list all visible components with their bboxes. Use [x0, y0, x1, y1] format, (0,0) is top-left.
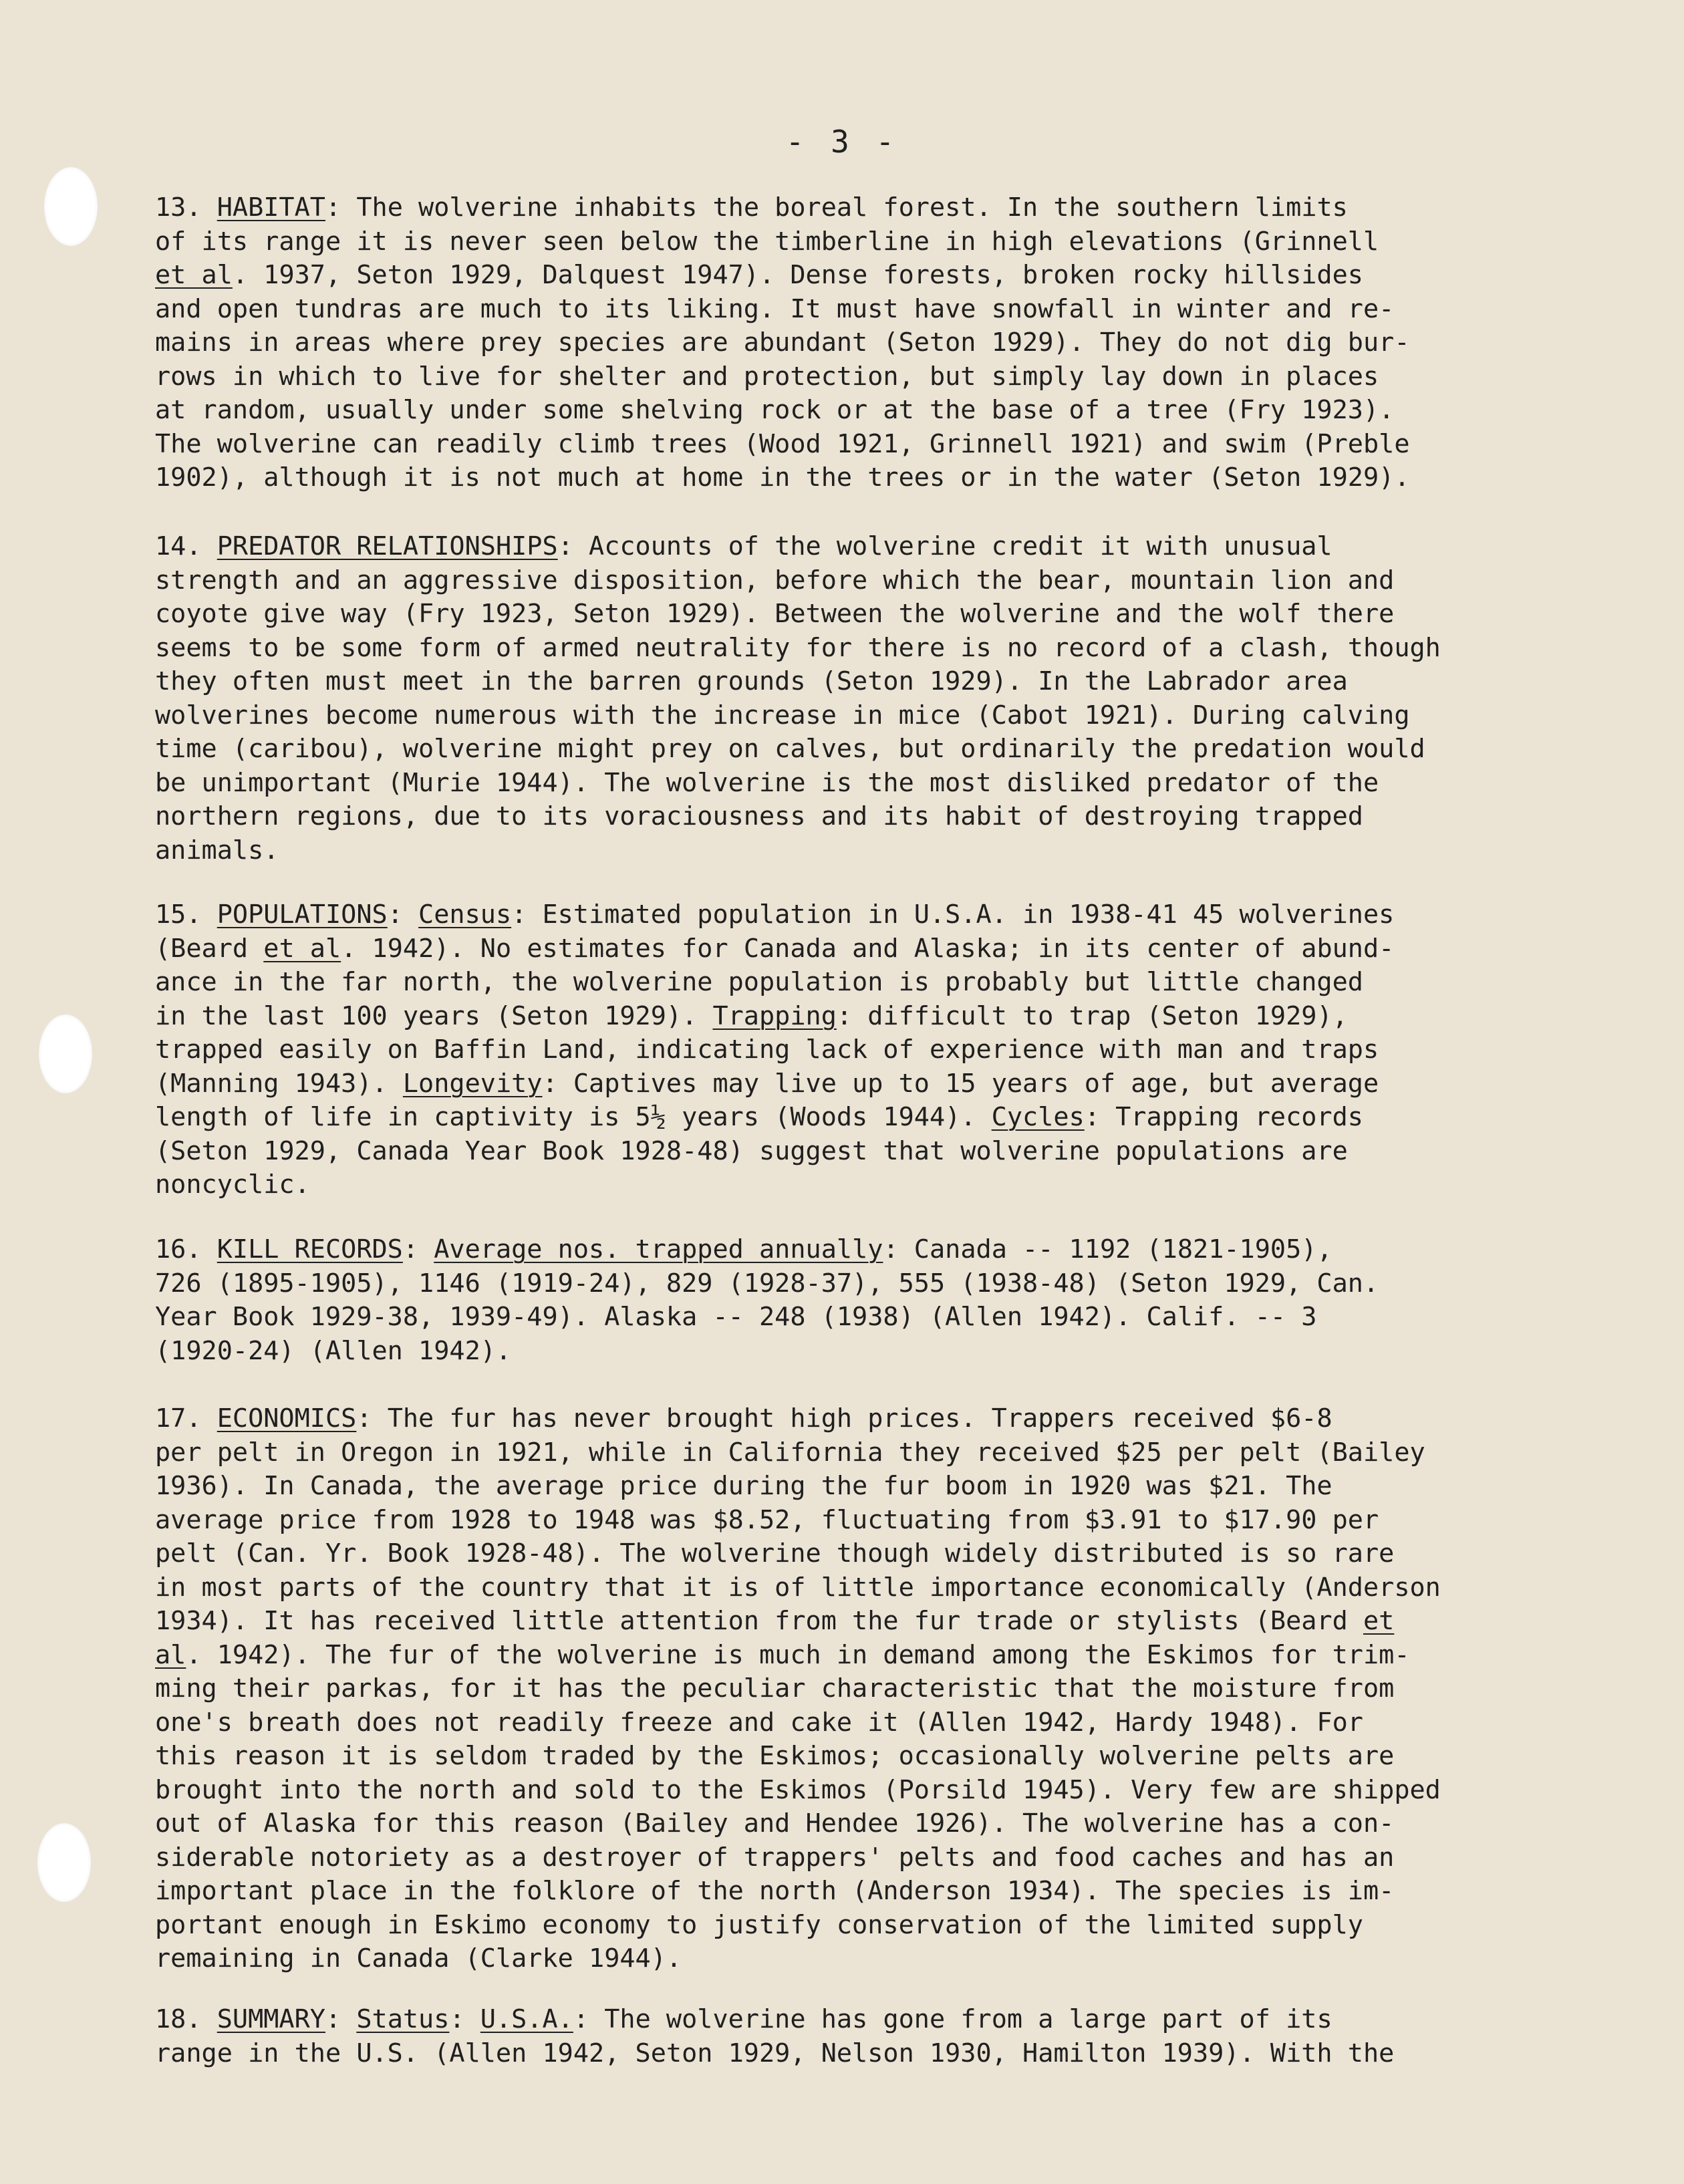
- text-line: [155, 1033, 1612, 1067]
- text-line: [155, 1909, 1612, 1943]
- text-run: 16.: [155, 1234, 217, 1264]
- underlined-text: ECONOMICS: [217, 1403, 357, 1434]
- punch-hole-bottom: [37, 1823, 91, 1902]
- text-line: [155, 360, 1612, 394]
- section-kill-records: [155, 1233, 1612, 1368]
- text-run: : Estimated population in U.S.A. in 1938-41 45 wolverines: [511, 900, 1395, 930]
- text-line: [155, 259, 1612, 293]
- text-line: [155, 767, 1612, 801]
- text-run: 1934). It has received little attention from the fur trade or stylists (Beard: [155, 1606, 1363, 1636]
- text-line: [155, 1605, 1612, 1639]
- text-line: [155, 632, 1612, 666]
- text-line: [155, 461, 1612, 495]
- underlined-text: POPULATIONS: [217, 900, 388, 930]
- text-run: :: [402, 1234, 434, 1264]
- text-run: . 1942). No estimates for Canada and Alaska; in its center of abund-: [341, 933, 1395, 964]
- section-economics: [155, 1402, 1612, 1976]
- text-line: [155, 966, 1612, 1000]
- text-run: The wolverine can readily climb trees (Wood 1921, Grinnell 1921) and swim (Preble: [155, 428, 1410, 459]
- text-line: [155, 1301, 1612, 1335]
- text-run: at random, usually under some shelving rock or at the base of a tree (Fry 1923).: [155, 395, 1395, 425]
- text-run: coyote give way (Fry 1923, Seton 1929). Between the wolverine and the wolf there: [155, 599, 1395, 629]
- text-run: ming their parkas, for it has the peculiar characteristic that the moisture from: [155, 1673, 1395, 1703]
- underlined-text: Average nos. trapped annually: [434, 1234, 883, 1264]
- text-line: [155, 1233, 1612, 1267]
- text-line: [155, 2003, 1612, 2037]
- text-run: one's breath does not readily freeze and cake it (Allen 1942, Hardy 1948). For: [155, 1707, 1363, 1738]
- text-run: ance in the far north, the wolverine population is probably but little changed: [155, 967, 1363, 997]
- text-line: [155, 1470, 1612, 1504]
- text-run: 18.: [155, 2004, 217, 2034]
- text-line: [155, 898, 1612, 932]
- text-run: and open tundras are much to its liking. It must have snowfall in winter and re-: [155, 293, 1395, 324]
- text-line: [155, 1101, 1612, 1135]
- text-run: 14.: [155, 531, 217, 561]
- text-run: wolverines become numerous with the increase in mice (Cabot 1921). During calving: [155, 700, 1410, 730]
- underlined-text: Trapping: [712, 1000, 837, 1031]
- text-line: [155, 293, 1612, 327]
- page-number: - 3 -: [785, 124, 899, 160]
- text-run: : Canada -- 1192 (1821-1905),: [883, 1234, 1332, 1264]
- text-run: Year Book 1929-38, 1939-49). Alaska -- 248 (1938) (Allen 1942). Calif. -- 3: [155, 1302, 1317, 1332]
- punch-hole-top: [44, 167, 98, 246]
- text-line: [155, 1807, 1612, 1841]
- section-predator-relationships: [155, 530, 1612, 867]
- text-run: siderable notoriety as a destroyer of trappers' pelts and food caches and has an: [155, 1842, 1395, 1873]
- text-line: [155, 530, 1612, 564]
- text-line: [155, 1335, 1612, 1369]
- text-line: [155, 1504, 1612, 1538]
- text-run: trapped easily on Baffin Land, indicating lack of experience with man and traps: [155, 1035, 1379, 1065]
- text-run: : The fur has never brought high prices. Trappers received $6-8: [356, 1403, 1332, 1434]
- text-line: [155, 1537, 1612, 1571]
- text-line: [155, 1000, 1612, 1034]
- text-run: remaining in Canada (Clarke 1944).: [155, 1943, 682, 1973]
- text-run: out of Alaska for this reason (Bailey and Hendee 1926). The wolverine has a con-: [155, 1808, 1395, 1838]
- text-line: [155, 932, 1612, 966]
- text-line: [155, 1402, 1612, 1436]
- text-run: in the last 100 years (Seton 1929).: [155, 1000, 713, 1031]
- text-line: [155, 1267, 1612, 1301]
- text-line: [155, 665, 1612, 699]
- underlined-text: Census: [418, 900, 512, 930]
- text-run: 13.: [155, 192, 217, 223]
- text-run: important place in the folklore of the north (Anderson 1934). The species is im-: [155, 1876, 1395, 1906]
- text-run: noncyclic.: [155, 1170, 310, 1200]
- text-run: strength and an aggressive disposition, before which the bear, mountain lion and: [155, 565, 1395, 595]
- text-run: pelt (Can. Yr. Book 1928-48). The wolverine though widely distributed is so rare: [155, 1538, 1395, 1568]
- text-line: [155, 1571, 1612, 1605]
- text-line: [155, 428, 1612, 462]
- text-run: in most parts of the country that it is of little importance economically (Anderson: [155, 1572, 1441, 1603]
- text-run: 1936). In Canada, the average price during the fur boom in 1920 was $21. The: [155, 1471, 1332, 1501]
- text-run: 17.: [155, 1403, 217, 1434]
- text-line: [155, 1168, 1612, 1202]
- text-run: this reason it is seldom traded by the Eskimos; occasionally wolverine pelts are: [155, 1741, 1395, 1771]
- text-run: range in the U.S. (Allen 1942, Seton 1929, Nelson 1930, Hamilton 1939). With the: [155, 2038, 1395, 2068]
- text-line: [155, 834, 1612, 868]
- text-line: [155, 225, 1612, 259]
- text-line: [155, 564, 1612, 598]
- text-line: [155, 732, 1612, 767]
- underlined-text: U.S.A.: [480, 2004, 573, 2034]
- text-line: [155, 2037, 1612, 2071]
- text-line: [155, 1774, 1612, 1808]
- text-line: [155, 1067, 1612, 1101]
- text-run: : Trapping records: [1084, 1102, 1363, 1132]
- section-populations: [155, 898, 1612, 1202]
- text-run: (1920-24) (Allen 1942).: [155, 1335, 512, 1366]
- underlined-text: et: [1363, 1606, 1395, 1636]
- section-habitat: [155, 191, 1612, 495]
- text-run: northern regions, due to its voraciousness and its habit of destroying trapped: [155, 801, 1363, 831]
- underlined-text: Cycles: [991, 1102, 1085, 1132]
- text-run: : Captives may live up to 15 years of age, but average: [542, 1068, 1379, 1099]
- underlined-text: PREDATOR RELATIONSHIPS: [217, 531, 558, 561]
- text-line: [155, 699, 1612, 733]
- text-run: 1902), although it is not much at home in the trees or in the water (Seton 1929).: [155, 462, 1410, 493]
- text-line: [155, 191, 1612, 225]
- text-run: they often must meet in the barren grounds (Seton 1929). In the Labrador area: [155, 666, 1348, 696]
- text-run: : difficult to trap (Seton 1929),: [836, 1000, 1348, 1031]
- underlined-text: et al: [263, 933, 341, 964]
- text-run: of its range it is never seen below the timberline in high elevations (Grinnell: [155, 226, 1379, 257]
- text-run: mains in areas where prey species are abundant (Seton 1929). They do not dig bur-: [155, 327, 1410, 358]
- text-run: portant enough in Eskimo economy to justify conservation of the limited supply: [155, 1909, 1363, 1940]
- text-run: : The wolverine has gone from a large part of its: [573, 2004, 1332, 2034]
- text-line: [155, 394, 1612, 428]
- text-line: [155, 1942, 1612, 1976]
- text-line: [155, 800, 1612, 834]
- text-run: brought into the north and sold to the Eskimos (Porsild 1945). Very few are shipped: [155, 1774, 1441, 1805]
- text-run: 15.: [155, 900, 217, 930]
- text-run: length of life in captivity is 5½ years (Woods 1944).: [155, 1102, 992, 1132]
- underlined-text: al: [155, 1639, 186, 1670]
- underlined-text: KILL RECORDS: [217, 1234, 403, 1264]
- section-summary: [155, 2003, 1612, 2070]
- text-run: :: [449, 2004, 480, 2034]
- text-run: . 1942). The fur of the wolverine is much in demand among the Eskimos for trim-: [186, 1639, 1410, 1670]
- text-line: [155, 1672, 1612, 1706]
- text-run: (Beard: [155, 933, 264, 964]
- text-run: seems to be some form of armed neutrality for there is no record of a clash, though: [155, 632, 1441, 663]
- underlined-text: HABITAT: [217, 192, 325, 223]
- text-line: [155, 1436, 1612, 1470]
- text-line: [155, 1875, 1612, 1909]
- text-run: animals.: [155, 835, 279, 865]
- text-line: [155, 1841, 1612, 1875]
- text-run: 726 (1895-1905), 1146 (1919-24), 829 (1928-37), 555 (1938-48) (Seton 1929, Can.: [155, 1268, 1379, 1299]
- text-run: (Manning 1943).: [155, 1068, 403, 1099]
- underlined-text: Longevity: [402, 1068, 543, 1099]
- text-line: [155, 1639, 1612, 1673]
- text-line: [155, 326, 1612, 360]
- underlined-text: Status: [356, 2004, 450, 2034]
- text-run: per pelt in Oregon in 1921, while in California they received $25 per pelt (Bailey: [155, 1437, 1425, 1468]
- text-line: [155, 1740, 1612, 1774]
- punch-hole-middle: [39, 1014, 92, 1093]
- underlined-text: et al: [155, 260, 233, 290]
- text-run: rows in which to live for shelter and protection, but simply lay down in places: [155, 361, 1379, 392]
- text-run: :: [325, 2004, 357, 2034]
- text-run: :: [387, 900, 419, 930]
- text-run: : The wolverine inhabits the boreal forest. In the southern limits: [325, 192, 1348, 223]
- text-run: average price from 1928 to 1948 was $8.52, fluctuating from $3.91 to $17.90 per: [155, 1504, 1379, 1535]
- text-run: (Seton 1929, Canada Year Book 1928-48) suggest that wolverine populations are: [155, 1135, 1348, 1166]
- text-run: . 1937, Seton 1929, Dalquest 1947). Dense forests, broken rocky hillsides: [232, 260, 1363, 290]
- text-line: [155, 1135, 1612, 1169]
- text-run: : Accounts of the wolverine credit it with unusual: [557, 531, 1332, 561]
- text-run: be unimportant (Murie 1944). The wolverine is the most disliked predator of the: [155, 767, 1379, 798]
- text-line: [155, 597, 1612, 632]
- text-line: [155, 1706, 1612, 1740]
- underlined-text: SUMMARY: [217, 2004, 325, 2034]
- text-run: time (caribou), wolverine might prey on calves, but ordinarily the predation would: [155, 734, 1425, 764]
